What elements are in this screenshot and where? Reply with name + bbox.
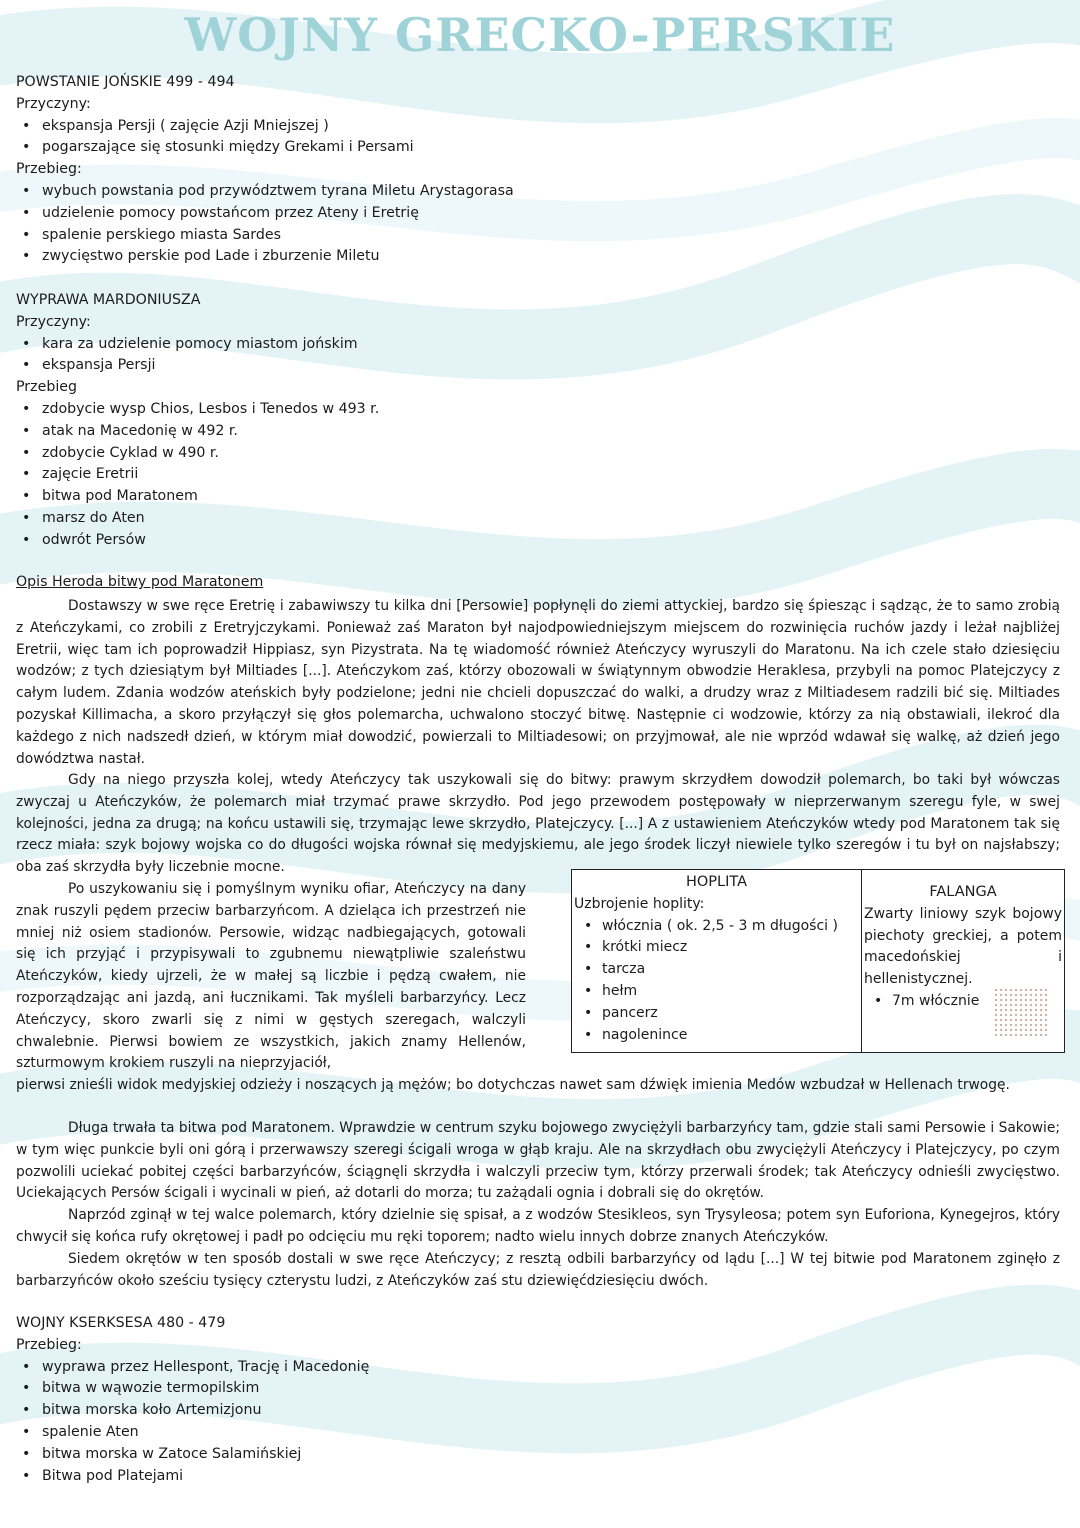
herodotus-paragraph: Po uszykowaniu się i pomyślnym wyniku ofiar, Ateńczycy na dany znak ruszyli pędem przeciw barbarzyńcom. A dzieląca ich przestrzeń nie mniej niż osiem stadionów. Persowie, widząc nadbiegających, gotowali się ich przyjąć i przypisywali to zgubnemu niewątpliwie szaleństwu Ateńczyków, kiedy ujrzeli, że w małej są liczbie i pędzą cwałem, nie rozporządzając ani jazdą, ani łucznikami. Tak myśleli barbarzyńcy. Lecz Ateńczycy, skoro zwarli się z nimi w gęstych szeregach, walczyli chwalebnie. Pierwsi bowiem ze wszystkich, jakich znamy Hellenów, szturmowym krokiem ruszyli na nieprzyjaciół, xyxy=(16,881,526,1072)
list-item: • zdobycie wysp Chios, Lesbos i Tenedos w 493 r. xyxy=(42,399,379,421)
section-kserkses xyxy=(16,1313,369,1487)
list-item: • włócznia ( ok. 2,5 - 3 m długości ) xyxy=(602,916,859,938)
page-title: WOJNY GRECKO-PERSKIE xyxy=(184,8,896,62)
list-item: • wybuch powstania pod przywództwem tyrana Miletu Arystagorasa xyxy=(42,181,514,203)
course-list xyxy=(16,399,379,552)
list-item: • pogarszające się stosunki między Grekami i Persami xyxy=(42,137,514,159)
herodotus-paragraph: Dostawszy w swe ręce Eretrię i zabawiwszy tu kilka dni [Persowie] popłynęli do ziemi attyckiej, bardzo się śpiesząc i sądząc, że to samo zrobią z Ateńczykami, co zrobili z Eretryjczykami. Ponieważ zaś Maraton był najodpowiedniejszym miejscem do rozwinięcia ruchów jazdy i leżał najbliżej Eretrii, więc tam ich poprowadził Hippiasz, syn Pizystrata. Na tę wiadomość również Ateńczycy wyruszyli do Maratonu. Na ich czele stało dziesięciu wodzów; z tych dziesiątym był Miltiades [...]. Ateńczykom zaś, którzy obozowali w świątynnym obwodzie Heraklesa, przybyli na pomoc Platejczycy z całym ludem. Zdania wodzów ateńskich były podzielone; jedni nie chcieli dopuszczać do walki, a drudzy wraz z Miltiadesem radzili bić się. Miltiades pozyskał Killimacha, a skoro przyłączył się głos polemarcha, uchwalono stoczyć bitwę. Następnie ci wodzowie, którzy za nią obstawiali, ilekroć dla każdego z nich nadszedł dzień, w którym miał dowodzić, powierzali to Miltiadesowi; on przyjmował, ale nie wprzód wdawał się walkę, aż dzień jego dowództwa nastał. xyxy=(16,598,1060,767)
list-item: • atak na Macedonię w 492 r. xyxy=(42,421,379,443)
herodotus-paragraph: pierwsi znieśli widok medyjskiej odzieży i noszących ją mężów; bo dotychczas nawet sam dźwięk imienia Medów wzbudzał w Hellenach trwogę. xyxy=(16,1077,1010,1093)
phalanx-description: Zwarty liniowy szyk bojowy piechoty greckiej, a potem macedońskiej i hellenistycznej. xyxy=(864,905,1062,988)
list-item: • wyprawa przez Hellespont, Trację i Macedonię xyxy=(42,1357,369,1379)
course-list xyxy=(16,181,514,268)
list-item: • ekspansja Persji xyxy=(42,355,379,377)
hoplite-title: HOPLITA xyxy=(685,874,748,890)
hoplite-cell xyxy=(572,870,862,1052)
list-item: • ekspansja Persji ( zajęcie Azji Mniejszej ) xyxy=(42,116,514,138)
list-item: • zajęcie Eretrii xyxy=(42,464,379,486)
causes-label: Przyczyny: xyxy=(16,313,91,330)
list-item: • bitwa morska koło Artemizjonu xyxy=(42,1400,369,1422)
list-item: • krótki miecz xyxy=(602,937,859,959)
section-mardoniusz xyxy=(16,290,379,552)
course-label: Przebieg: xyxy=(16,1336,82,1353)
herodotus-title: Opis Heroda bitwy pod Maratonem xyxy=(16,574,264,590)
list-item: • bitwa morska w Zatoce Salamińskiej xyxy=(42,1444,369,1466)
list-item: • Bitwa pod Platejami xyxy=(42,1466,369,1488)
herodotus-paragraph: Gdy na niego przyszła kolej, wtedy Ateńczycy tak uszykowali się do bitwy: prawym skrzydłem dowodził polemarch, bo taki był wówczas zwyczaj u Ateńczyków, że polemarch miał trzymać prawe skrzydło. Pod jego przewodem postępowały w nieprzerwanym szeregu fyle, w swej kolejności, jedna za drugą; na końcu ustawili się, trzymając lewe skrzydło, Platejczycy. [...] A z ustawieniem Ateńczyków wtedy pod Maratonem tak się rzecz miała: szyk bojowy wojska co do długości wojska równał się medyjskiemu, ale jego środek liczył niewiele tylko szeregów i tu był on najsłabszy; oba zaś skrzydła były liczebnie mocne. xyxy=(16,772,1060,876)
section-heading: WYPRAWA MARDONIUSZA xyxy=(16,292,201,308)
course-label: Przebieg: xyxy=(16,161,82,178)
list-item: • pancerz xyxy=(602,1003,859,1025)
causes-list xyxy=(16,116,514,160)
section-heading: WOJNY KSERKSESA 480 - 479 xyxy=(16,1315,226,1331)
hoplite-label: Uzbrojenie hoplity: xyxy=(574,895,705,912)
course-label: Przebieg xyxy=(16,379,77,396)
phalanx-formation-icon xyxy=(994,988,1050,1036)
list-item: • tarcza xyxy=(602,959,859,981)
herodotus-paragraph: Siedem okrętów w ten sposób dostali w swe ręce Ateńczycy; z resztą odbili barbarzyńcy od lądu [...] W tej bitwie pod Maratonem zginęło z barbarzyńców około sześciu tysięcy czterystu ludzi, z Ateńczyków zaś stu dziewięćdziesięciu dwóch. xyxy=(16,1251,1060,1289)
list-item: • zwycięstwo perskie pod Lade i zburzenie Miletu xyxy=(42,246,514,268)
list-item: • udzielenie pomocy powstańcom przez Ateny i Eretrię xyxy=(42,203,514,225)
info-table xyxy=(571,869,1065,1053)
course-list xyxy=(16,1357,369,1488)
list-item: • zdobycie Cyklad w 490 r. xyxy=(42,443,379,465)
list-item: • kara za udzielenie pomocy miastom jońskim xyxy=(42,334,379,356)
section-heading: POWSTANIE JOŃSKIE 499 - 494 xyxy=(16,74,235,90)
list-item: • marsz do Aten xyxy=(42,508,379,530)
phalanx-title: FALANGA xyxy=(929,884,997,900)
list-item: • spalenie Aten xyxy=(42,1422,369,1444)
list-item: • odwrót Persów xyxy=(42,530,379,552)
list-item: • 7m włócznie xyxy=(892,991,1062,1013)
list-item: • bitwa w wąwozie termopilskim xyxy=(42,1378,369,1400)
list-item: • spalenie perskiego miasta Sardes xyxy=(42,225,514,247)
phalanx-cell xyxy=(862,870,1064,1052)
herodotus-paragraph: Naprzód zginął w tej walce polemarch, który dzielnie się spisał, a z wodzów Stesikleos, syn Trysyleosa; potem syn Euforiona, Kynegejros, który chwycił się końca rufy okrętowej i padł po odcięciu mu ręki toporem; nadto wielu innych dobrze znanych Ateńczyków. xyxy=(16,1207,1060,1245)
list-item: • nagolenince xyxy=(602,1025,859,1047)
hoplite-list xyxy=(574,916,859,1047)
section-powstanie xyxy=(16,72,514,268)
causes-list xyxy=(16,334,379,378)
list-item: • hełm xyxy=(602,981,859,1003)
causes-label: Przyczyny: xyxy=(16,95,91,112)
herodotus-paragraph: Długa trwała ta bitwa pod Maratonem. Wprawdzie w centrum szyku bojowego zwyciężyli barbarzyńcy tam, gdzie stali sami Persowie i Sakowie; w tym więc punkcie byli oni górą i przerwawszy szeregi ścigali wroga w głąb kraju. Ale na skrzydłach obu zwyciężyli Ateńczycy i Platejczycy, po czym pozwolili uciekać pobitej części barbarzyńców, ściągnęli skrzydła i walczyli przeciw tym, którzy przerwali środek; tak Ateńczycy odnieśli zwycięstwo. Uciekających Persów ścigali i wycinali w pień, aż dotarli do morza; tu zażądali ognia i dobrali się do okrętów. xyxy=(16,1120,1060,1202)
list-item: • bitwa pod Maratonem xyxy=(42,486,379,508)
